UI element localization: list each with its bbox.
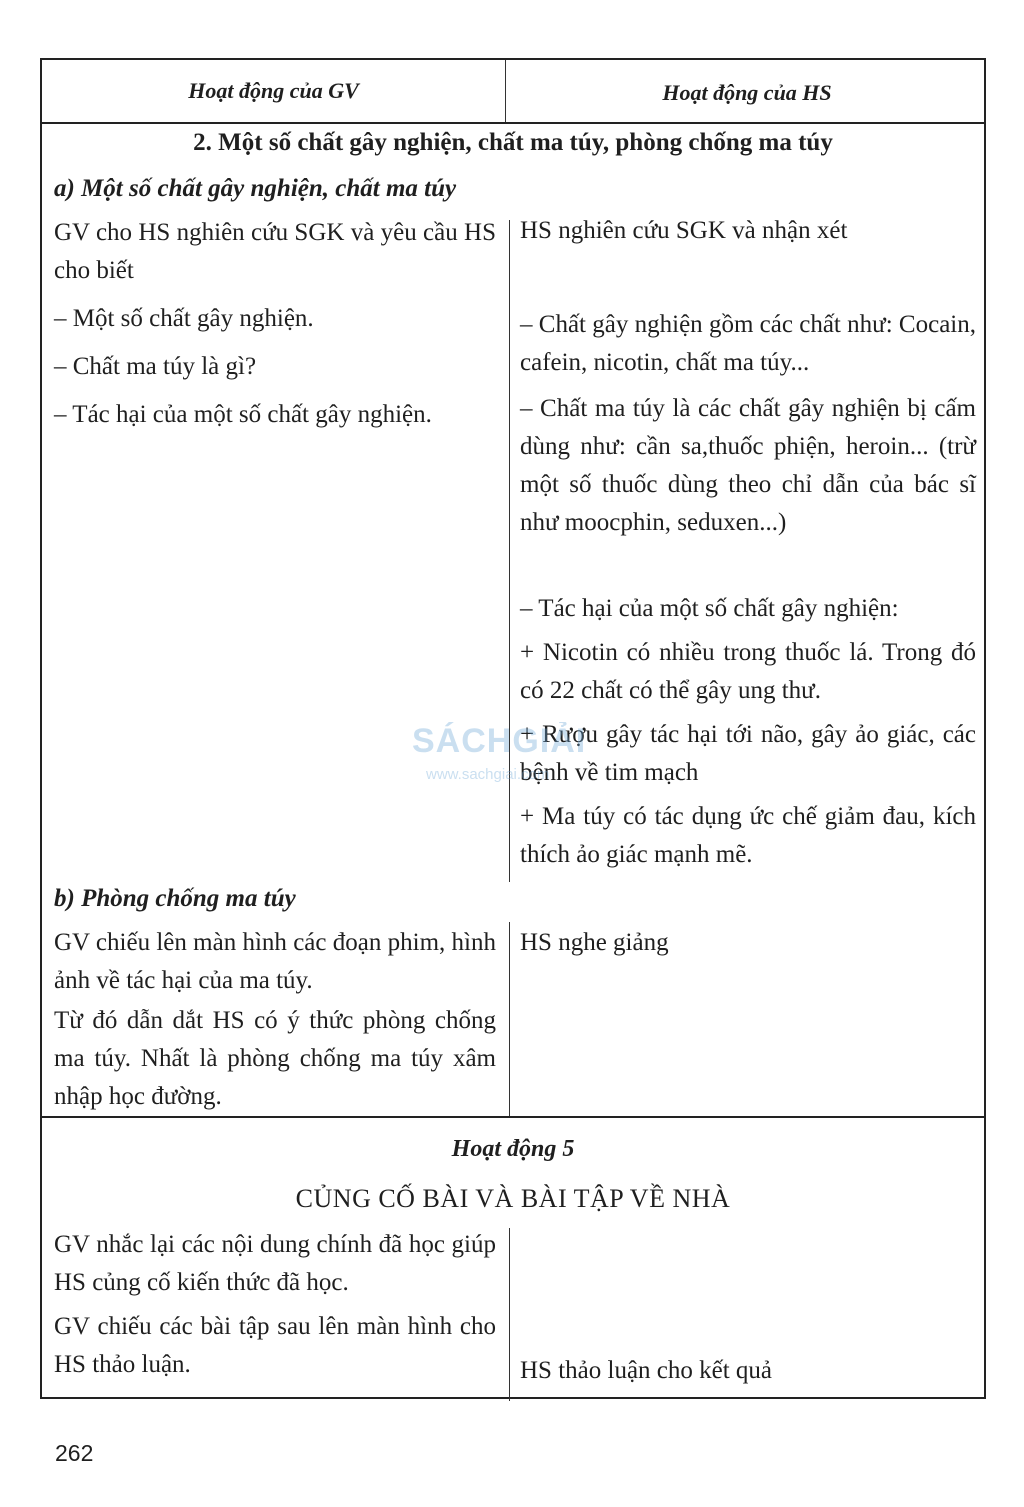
lesson-table bbox=[40, 58, 986, 1399]
section-title: 2. Một số chất gây nghiện, chất ma túy, phòng chống ma túy bbox=[193, 129, 833, 156]
a-hs-item-5: + Rượu gây tác hại tới não, gây ảo giác, các bệnh về tim mạch bbox=[520, 721, 976, 786]
header-hs: Hoạt động của HS bbox=[662, 80, 832, 105]
part-a-title: a) Một số chất gây nghiện, chất ma túy bbox=[54, 175, 457, 202]
page-number: 262 bbox=[55, 1440, 94, 1466]
a-gv-item-1: – Một số chất gây nghiện. bbox=[54, 305, 314, 332]
header-gv: Hoạt động của GV bbox=[188, 78, 359, 103]
a-hs-item-6: + Ma túy có tác dụng ức chế giảm đau, kích thích ảo giác mạnh mẽ. bbox=[520, 803, 976, 868]
header-column-divider bbox=[505, 60, 506, 122]
part-b-title: b) Phòng chống ma túy bbox=[54, 885, 296, 912]
b-hs-item: HS nghe giảng bbox=[520, 929, 669, 956]
act5-gv-item-1: GV nhắc lại các nội dung chính đã học giúp HS củng cố kiến thức đã học. bbox=[54, 1231, 496, 1296]
activity5-title: Hoạt động 5 bbox=[451, 1136, 575, 1162]
b-gv-item-2: Từ đó dẫn dắt HS có ý thức phòng chống ma túy. Nhất là phòng chống ma túy xâm nhập học đường. bbox=[54, 1007, 496, 1110]
a-hs-item-3: – Tác hại của một số chất gây nghiện: bbox=[520, 595, 899, 622]
part-b-column-divider bbox=[509, 922, 510, 1116]
activity5-divider bbox=[42, 1116, 984, 1118]
a-hs-item-1: – Chất gây nghiện gồm các chất như: Cocain, cafein, nicotin, chất ma túy... bbox=[520, 311, 976, 376]
a-hs-item-4: + Nicotin có nhiều trong thuốc lá. Trong đó có 22 chất có thể gây ung thư. bbox=[520, 639, 976, 704]
activity5-subtitle: CỦNG CỐ BÀI VÀ BÀI TẬP VỀ NHÀ bbox=[295, 1184, 731, 1213]
b-gv-item-1: GV chiếu lên màn hình các đoạn phim, hình ảnh về tác hại của ma túy. bbox=[54, 929, 496, 994]
activity5-column-divider bbox=[509, 1228, 510, 1401]
part-a-column-divider bbox=[509, 220, 510, 882]
watermark-title: SÁCHGIẢI bbox=[412, 722, 587, 760]
act5-hs-item: HS thảo luận cho kết quả bbox=[520, 1357, 773, 1384]
act5-gv-item-2: GV chiếu các bài tập sau lên màn hình cho HS thảo luận. bbox=[54, 1313, 496, 1378]
a-gv-intro: GV cho HS nghiên cứu SGK và yêu cầu HS cho biết bbox=[54, 219, 496, 284]
a-gv-item-3: – Tác hại của một số chất gây nghiện. bbox=[54, 401, 432, 428]
a-hs-item-2: – Chất ma túy là các chất gây nghiện bị cấm dùng như: cần sa,thuốc phiện, heroin... (trừ một số thuốc dùng theo chỉ dẫn của bác sĩ như moocphin, seduxen...) bbox=[520, 395, 976, 536]
watermark-url: www.sachgiai.com bbox=[426, 766, 550, 783]
a-gv-item-2: – Chất ma túy là gì? bbox=[54, 353, 257, 380]
a-hs-intro: HS nghiên cứu SGK và nhận xét bbox=[520, 217, 848, 244]
